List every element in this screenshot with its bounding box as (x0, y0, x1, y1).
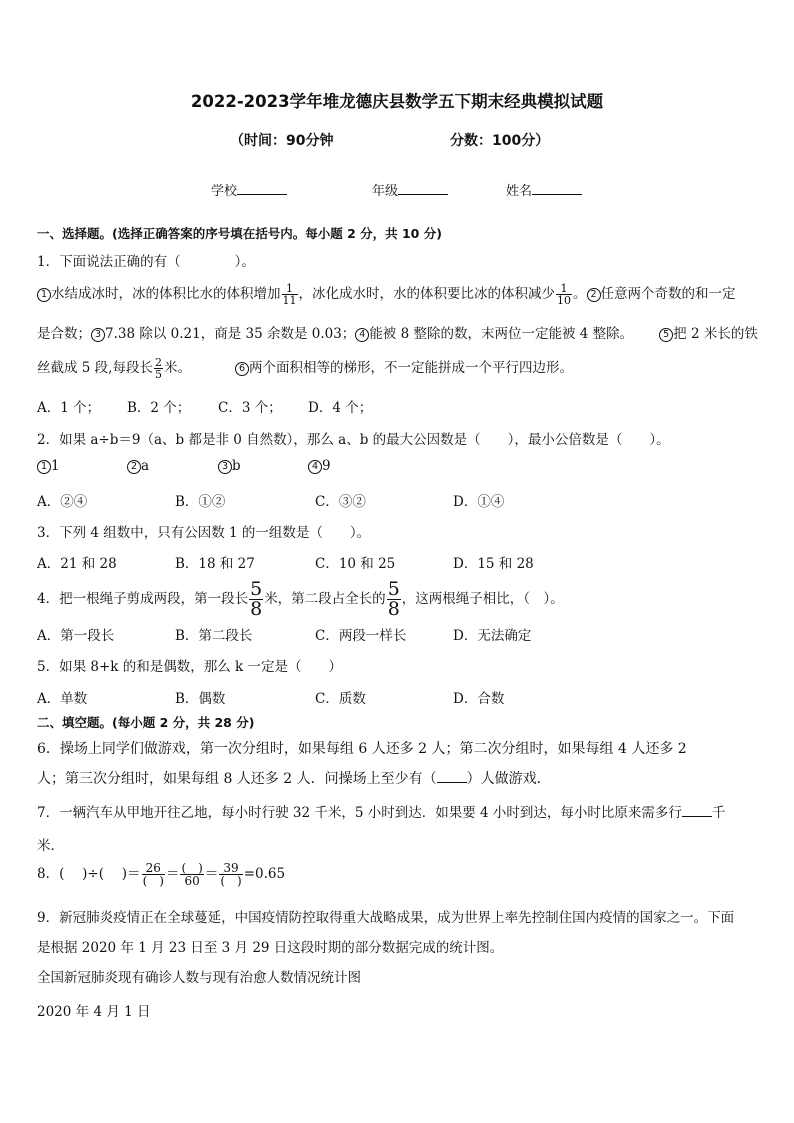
frac-den: 8 (387, 598, 400, 620)
name-blank[interactable] (532, 182, 582, 195)
grade-label: 年级 (372, 184, 399, 199)
q6-line-2 (37, 768, 551, 788)
q2-choice-4 (308, 458, 331, 474)
frac-den: 5 (154, 368, 162, 381)
grade-blank[interactable] (398, 182, 448, 195)
q5-option-c[interactable]: C．质数 (315, 691, 366, 707)
q5-option-d[interactable]: D．合数 (453, 691, 505, 707)
equals-sign: ＝ (165, 866, 180, 882)
frac-num: 39 (223, 861, 239, 875)
q2-option-d[interactable]: D．①④ (453, 494, 505, 510)
q7-text-b: 千 (711, 805, 726, 821)
q7-line-1 (37, 801, 725, 821)
fraction-1-10 (556, 283, 572, 306)
q6-answer-blank[interactable] (437, 770, 467, 783)
frac-den[interactable]: ( ) (220, 874, 242, 888)
q7-answer-blank[interactable] (682, 804, 712, 817)
q2-choice-2 (127, 458, 149, 474)
q7-text-a: 7．一辆汽车从甲地开往乙地，每小时行驶 32 千米，5 小时到达．如果要 4 小时到达，每小时比原来需多行 (37, 805, 682, 821)
name-label: 姓名 (506, 184, 533, 199)
q1-line-2 (37, 322, 758, 342)
circle-mark-2: 2 (587, 288, 601, 302)
fraction-1-11 (282, 283, 298, 306)
q1-stmt-3: 7.38 除以 0.21，商是 35 余数是 0.03； (105, 326, 356, 342)
q9-line-1: 9．新冠肺炎疫情正在全球蔓延，中国疫情防控取得重大战略成果，成为世界上率先控制住国内疫情的国家之一。下面 (37, 910, 735, 926)
fraction-39 (219, 862, 242, 887)
circle-mark-6: 6 (235, 362, 249, 376)
circle-mark: 2 (127, 460, 141, 474)
q4-text-b: 米，第二段占全长的 (264, 591, 386, 607)
choice-value: 9 (322, 458, 331, 474)
q6-line-1: 6．操场上同学们做游戏，第一次分组时，如果每组 6 人还多 2 人；第二次分组时，如果每组 4 人还多 2 (37, 741, 687, 757)
q6-text-a: 人；第三次分组时，如果每组 8 人还多 2 人．问操场上至少有（ (37, 771, 437, 787)
q6-text-b: ）人做游戏． (466, 771, 551, 787)
q1-option-a[interactable]: A．1 个； (37, 400, 101, 416)
circle-mark-5: 5 (659, 328, 673, 342)
q1-text-2a: 是合数； (37, 326, 91, 342)
q8-text-a: 8．( )÷( )＝ (37, 866, 141, 882)
q1-option-c[interactable]: C．3 个； (218, 400, 282, 416)
q2-choice-1 (37, 458, 60, 474)
frac-den: 8 (250, 598, 263, 620)
q7-line-2: 米． (37, 838, 64, 854)
q4-text-a: 4．把一根绳子剪成两段，第一段长 (37, 591, 249, 607)
frac-den[interactable]: ( ) (142, 874, 164, 888)
q1-text-1c: 。 (573, 286, 587, 302)
q4-option-c[interactable]: C．两段一样长 (315, 628, 407, 644)
frac-den: 60 (180, 874, 203, 887)
q1-text-1b: ，冰化成水时，水的体积要比冰的体积减少 (298, 286, 555, 302)
school-field[interactable] (211, 180, 287, 199)
frac-num: 2 (154, 356, 162, 369)
q2-option-a[interactable]: A．②④ (37, 494, 88, 510)
school-blank[interactable] (237, 182, 287, 195)
frac-num: 5 (250, 578, 263, 600)
circle-mark: 3 (218, 460, 232, 474)
frac-num: 1 (560, 282, 568, 295)
frac-num: 5 (387, 578, 400, 600)
q2-option-b[interactable]: B．①② (175, 494, 226, 510)
fraction-26 (142, 862, 165, 887)
q1-stmt-5: 把 2 米长的铁 (673, 326, 758, 342)
q1-stmt-4: 能被 8 整除的数，末两位一定能被 4 整除。 (369, 326, 634, 342)
frac-num[interactable]: ( ) (181, 861, 203, 875)
q1-stmt-6: 两个面积相等的梯形，不一定能拼成一个平行四边形。 (248, 360, 573, 376)
exam-title: 2022-2023学年堆龙德庆县数学五下期末经典模拟试题 (190, 92, 604, 111)
q9-date: 2020 年 4 月 1 日 (37, 1004, 151, 1020)
q1-line-3 (37, 356, 573, 380)
frac-num: 26 (145, 861, 161, 875)
fraction-2-5 (154, 357, 163, 380)
choice-value: a (141, 458, 150, 474)
q4-option-d[interactable]: D．无法确定 (453, 628, 532, 644)
choice-value: 1 (51, 458, 60, 474)
q5-option-b[interactable]: B．偶数 (175, 691, 226, 707)
section-2-heading: 二、填空题。(每小题 2 分，共 28 分) (37, 715, 255, 730)
q3-stem: 3．下列 4 组数中，只有公因数 1 的一组数是（ ）。 (37, 525, 371, 541)
q5-stem: 5．如果 8+k 的和是偶数，那么 k 一定是（ ） (37, 659, 343, 675)
q4-option-a[interactable]: A．第一段长 (37, 628, 115, 644)
q8-equation (37, 862, 285, 887)
fraction-5-8-b (387, 580, 401, 619)
exam-time: （时间：90分钟 (230, 133, 334, 149)
q4-text-c: ，这两根绳子相比，（ ）。 (401, 591, 564, 607)
q1-stem: 1．下面说法正确的有（ ）。 (37, 254, 255, 270)
fraction-5-8 (249, 580, 263, 619)
q3-option-d[interactable]: D．15 和 28 (453, 556, 534, 572)
circle-mark: 1 (37, 460, 51, 474)
q1-text-1a: 水结成冰时，冰的体积比水的体积增加 (51, 286, 281, 302)
frac-den: 10 (557, 294, 571, 307)
circle-mark-1: 1 (37, 288, 51, 302)
q2-stem: 2．如果 a÷b＝9（a、b 都是非 0 自然数），那么 a、b 的最大公因数是（ ），最小公倍数是（ ）。 (37, 432, 670, 448)
choice-value: b (232, 458, 241, 474)
name-field[interactable] (506, 180, 582, 199)
q1-option-b[interactable]: B．2 个； (127, 400, 191, 416)
circle-mark: 4 (308, 460, 322, 474)
q3-option-a[interactable]: A．21 和 28 (37, 556, 117, 572)
q3-option-c[interactable]: C．10 和 25 (315, 556, 396, 572)
frac-den: 11 (282, 294, 297, 307)
q1-text-3b: 米。 (163, 360, 191, 376)
q1-text-3a: 丝截成 5 段,每段长 (37, 360, 153, 376)
exam-score: 分数：100分） (450, 133, 550, 149)
q5-option-a[interactable]: A．单数 (37, 691, 88, 707)
q9-chart-title: 全国新冠肺炎现有确诊人数与现有治愈人数情况统计图 (37, 970, 361, 986)
q2-option-c[interactable]: C．③② (315, 494, 366, 510)
q8-tail: =0.65 (243, 866, 286, 882)
school-label: 学校 (211, 184, 238, 199)
q9-line-2: 是根据 2020 年 1 月 23 日至 3 月 29 日这段时期的部分数据完成的统计图。 (37, 940, 504, 956)
section-1-heading: 一、选择题。(选择正确答案的序号填在括号内。每小题 2 分，共 10 分) (37, 226, 442, 241)
q1-line-1 (37, 282, 736, 306)
frac-num: 1 (286, 282, 293, 295)
q4-option-b[interactable]: B．第二段长 (175, 628, 253, 644)
equals-sign: ＝ (204, 866, 219, 882)
circle-mark-4: 4 (355, 328, 369, 342)
q1-stmt-2: 任意两个奇数的和一定 (600, 286, 736, 302)
q1-option-d[interactable]: D．4 个； (308, 400, 373, 416)
q2-choice-3 (218, 458, 241, 474)
q3-option-b[interactable]: B．18 和 27 (175, 556, 255, 572)
q4-stem (37, 580, 564, 619)
circle-mark-3: 3 (91, 328, 105, 342)
fraction-60 (180, 862, 203, 887)
grade-field[interactable] (372, 180, 448, 199)
